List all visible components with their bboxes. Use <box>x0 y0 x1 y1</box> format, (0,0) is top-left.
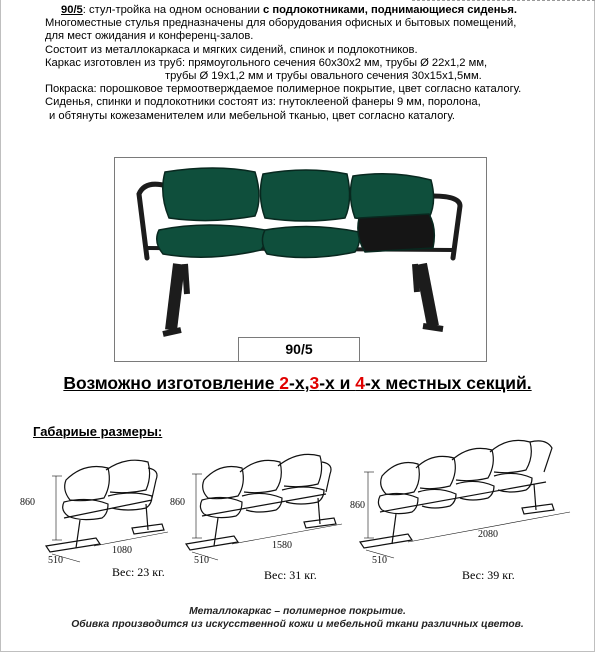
weight-label: Вес: 23 кг. <box>112 565 165 579</box>
width-label: 1580 <box>272 540 292 551</box>
three-seat-drawing <box>166 438 356 568</box>
model-code: 90/5 <box>61 4 83 16</box>
width-label: 2080 <box>478 529 498 540</box>
footer-line-1: Металлокаркас – полимерное покрытие. <box>189 606 406 617</box>
footer-line-2: Обивка производится из искусственной кожи и мебельной ткани различных цветов. <box>71 619 524 630</box>
headline-number-4: 4 <box>355 373 365 393</box>
sections-headline <box>0 373 595 394</box>
headline-number-2: 2 <box>279 373 290 393</box>
headline-suffix-3: -х местных секций. <box>364 373 532 393</box>
depth-label: 510 <box>194 555 209 566</box>
depth-label: 510 <box>48 555 63 566</box>
intro-text: стул-тройка на одном основании <box>85 4 263 16</box>
weight-label: Вес: 39 кг. <box>462 568 515 582</box>
description-line: Сиденья, спинки и подлокотники состоят из: гнутоклееной фанеры 9 мм, поролона, <box>45 96 481 109</box>
height-label: 860 <box>170 497 185 508</box>
description-line: трубы Ø 19х1,2 мм и трубы овального сечения 30х15х1,5мм. <box>165 70 482 83</box>
description-title-line <box>45 4 590 17</box>
weight-label: Вес: 31 кг. <box>264 568 317 582</box>
width-label: 1080 <box>112 545 132 556</box>
headline-suffix-2: -х и <box>319 373 356 393</box>
two-seat-drawing <box>28 440 178 570</box>
three-seat-chair-illustration <box>115 158 486 361</box>
description-line: Состоит из металлокаркаса и мягких сидений, спинок и подлокотников. <box>45 43 418 56</box>
description-line: для мест ожидания и конференц-залов. <box>45 30 254 43</box>
height-label: 860 <box>350 500 365 511</box>
product-description <box>45 4 590 123</box>
product-photo <box>114 157 487 362</box>
headline-suffix-1: -х, <box>289 373 310 393</box>
intro-bold-text: с подлокотниками, поднимающиеся сиденья. <box>262 4 517 16</box>
model-label: 90/5 <box>238 337 360 361</box>
description-line: Покраска: порошковое термоотверждаемое полимерное покрытие, цвет согласно каталогу. <box>45 83 522 96</box>
depth-label: 510 <box>372 555 387 566</box>
description-line: и обтянуты кожезаменителем или мебельной тканью, цвет согласно каталогу. <box>49 109 455 122</box>
dimensions-title: Габариые размеры: <box>33 424 163 439</box>
height-label: 860 <box>20 497 35 508</box>
top-divider <box>412 0 595 1</box>
model-suffix: : <box>82 4 86 16</box>
headline-prefix: Возможно изготовление <box>63 373 280 393</box>
description-line: Каркас изготовлен из труб: прямоугольного сечения 60х30х2 мм, трубы Ø 22х1,2 мм, <box>45 56 488 69</box>
headline-number-3: 3 <box>309 373 320 393</box>
four-seat-drawing <box>346 414 586 564</box>
description-line: Многоместные стулья предназначены для оборудования офисных и бытовых помещений, <box>45 17 517 30</box>
